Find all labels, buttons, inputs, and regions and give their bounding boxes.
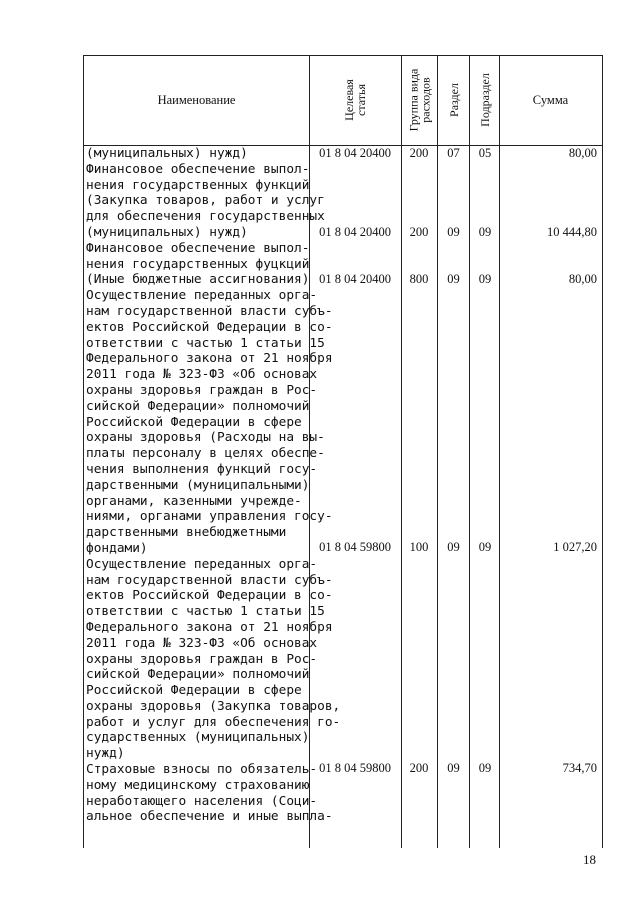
row-code: 01 8 04 59800 (319, 540, 391, 554)
row-section: 07 (447, 146, 460, 160)
row-code: 01 8 04 20400 (319, 272, 391, 286)
row-subsection: 09 (478, 540, 492, 554)
header-target-line2: статья (353, 84, 368, 116)
header-sum-label: Сумма (532, 92, 569, 107)
header-name (84, 55, 309, 145)
column-divider (437, 55, 438, 848)
header-target-article (310, 55, 400, 145)
row-code: 01 8 04 20400 (319, 146, 391, 160)
header-target-line1: Целевая (341, 79, 356, 121)
header-subsection-label: Подраздел (477, 73, 492, 127)
row-group: 800 (409, 272, 429, 286)
column-divider (401, 55, 402, 848)
header-group-line2: расходов (418, 77, 432, 123)
header-name-label: Наименование (157, 92, 236, 107)
name-column-text: (муниципальных) нужд) Финансовое обеспечение выпол- нения государственных функций (Закупка товаров, работ и услуг для обеспечения государственных (муниципальных) нужд) Финансовое обеспечение выпол- нения государственных фуцкций (Иные бюджетные ассигнования) Осуществление переданных орга- нам государственной власти субъ- ектов Российской Федерации в со- ответствии с частью 1 статьи 15 Федерального закона от 21 ноября 2011 года № 323-ФЗ «Об основах охраны здоровья граждан в Рос- сийской Федерации» полномочий Российской Федерации в сфере охраны здоровья (Расходы на вы- платы персоналу в целях обеспе- чения выполнения функций госу- дарственными (муниципальными) органами, казенными учрежде- ниями, органами управления госу- дарственными внебюджетными фондами) Осуществление переданных орга- нам государственной власти субъ- ектов Российской Федерации в со- ответствии с частью 1 статьи 15 Федерального закона от 21 ноября 2011 года № 323-ФЗ «Об основах охраны здоровья граждан в Рос- сийской Федерации» полномочий Российской Федерации в сфере охраны здоровья (Закупка товаров, работ и услуг для обеспечения го- сударственных (муниципальных) нужд) Страховые взносы по обязатель- ному медицинскому страхованию неработающего населения (Соци- альное обеспечение и иные выпла- (86, 146, 341, 825)
row-sum: 734,70 (562, 761, 597, 775)
row-subsection: 09 (478, 272, 492, 286)
header-section (438, 55, 469, 145)
row-subsection: 09 (478, 225, 492, 239)
row-group: 200 (409, 761, 429, 775)
row-subsection: 09 (478, 761, 492, 775)
header-section-label: Раздел (446, 83, 461, 117)
row-group: 200 (409, 225, 429, 239)
row-subsection: 05 (478, 146, 492, 160)
page-number: 18 (583, 852, 596, 867)
row-sum: 1 027,20 (553, 540, 597, 554)
row-section: 09 (447, 272, 460, 286)
row-group: 200 (409, 146, 429, 160)
row-code: 01 8 04 20400 (319, 225, 391, 239)
row-section: 09 (447, 761, 460, 775)
row-section: 09 (447, 225, 460, 239)
row-group: 100 (409, 540, 429, 554)
row-sum: 80,00 (568, 146, 597, 160)
header-sum (500, 55, 601, 145)
row-sum: 10 444,80 (547, 225, 597, 239)
header-group-line1: Группа вида (406, 68, 420, 132)
row-code: 01 8 04 59800 (319, 761, 391, 775)
header-subsection (470, 55, 499, 145)
column-divider (469, 55, 470, 848)
column-divider (499, 55, 500, 848)
row-sum: 80,00 (568, 272, 597, 286)
row-section: 09 (447, 540, 460, 554)
header-expense-group (402, 55, 436, 145)
